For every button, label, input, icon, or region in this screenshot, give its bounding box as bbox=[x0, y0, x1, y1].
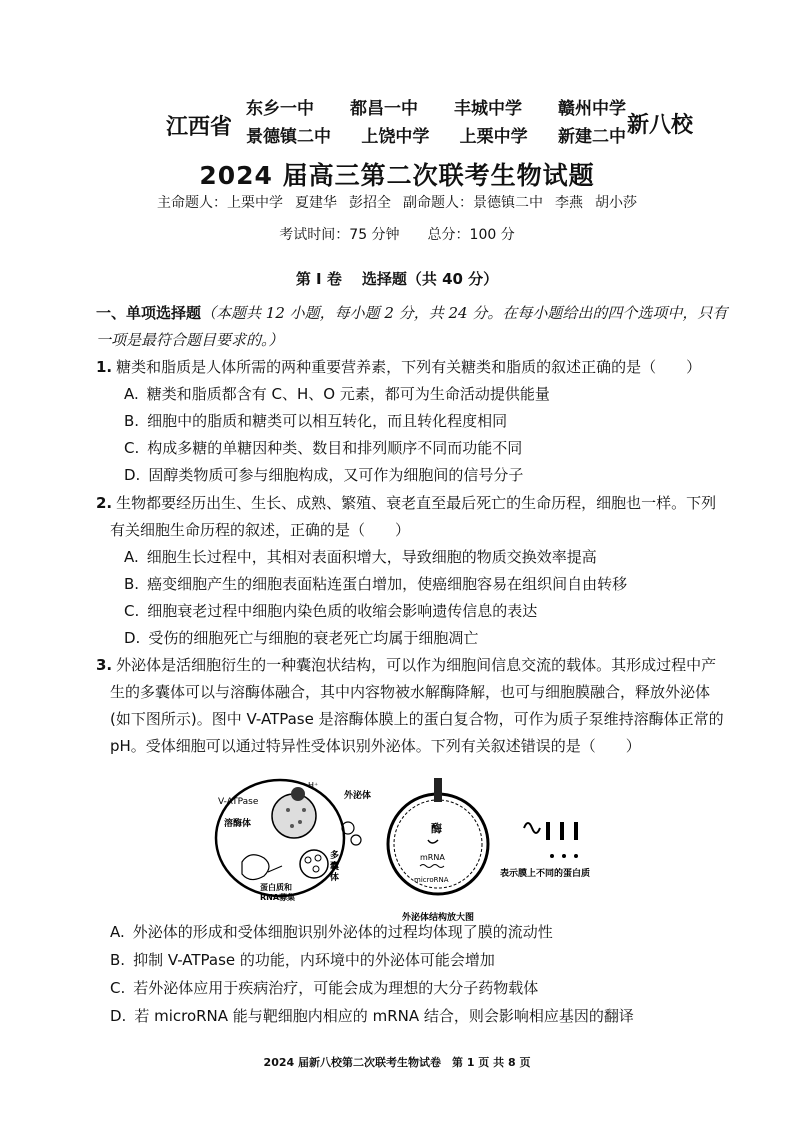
question-stem bbox=[96, 354, 768, 381]
option-text: 细胞衰老过程中细胞内染色质的收缩会影响遗传信息的表达 bbox=[147, 602, 538, 620]
label-microrna: microRNA bbox=[414, 876, 449, 884]
section-volume: 第 I 卷 bbox=[295, 270, 342, 288]
option-text: 固醇类物质可参与细胞构成，又可作为细胞间的信号分子 bbox=[148, 466, 524, 484]
chief-author-name: 彭招全 bbox=[349, 195, 391, 211]
option-letter: A. bbox=[110, 923, 125, 941]
caption-zoom: 外泌体结构放大图 bbox=[402, 913, 475, 923]
option-c bbox=[96, 598, 768, 625]
part-note: 一项是最符合题目要求的。） bbox=[96, 331, 284, 349]
label-vatpase: V-ATPase bbox=[218, 797, 259, 807]
option-b bbox=[96, 571, 768, 598]
caption-proteins: 表示膜上不同的蛋白质 bbox=[500, 869, 591, 879]
option-letter: A. bbox=[124, 385, 139, 403]
option-d bbox=[110, 1002, 770, 1030]
label-exosome: 外泌体 bbox=[344, 791, 372, 801]
exam-title: 2024 届高三第二次联考生物试题 bbox=[199, 161, 595, 190]
v-atpase-icon bbox=[291, 787, 305, 801]
membrane-protein bbox=[434, 778, 442, 802]
option-text: 细胞生长过程中，其相对表面积增大，导致细胞的物质交换效率提高 bbox=[146, 548, 597, 566]
option-text: 构成多糖的单糖因种类、数目和排列顺序不同而功能不同 bbox=[147, 439, 523, 457]
stem-line: 有关细胞生命历程的叙述，正确的是（ ） bbox=[110, 521, 411, 539]
question-2 bbox=[96, 490, 768, 652]
school-name: 赣州中学 bbox=[558, 98, 626, 119]
question-number: 1. bbox=[96, 358, 113, 376]
option-letter: C. bbox=[110, 979, 126, 997]
part-heading: 一、单项选择题 bbox=[96, 304, 202, 322]
label-mrna: mRNA bbox=[420, 853, 445, 862]
option-c bbox=[110, 974, 770, 1002]
option-letter: D. bbox=[124, 466, 141, 484]
page-footer: 2024 届新八校第二次联考生物试卷 第 1 页 共 8 页 bbox=[263, 1056, 531, 1069]
exam-info bbox=[0, 224, 794, 244]
label-cargo-2: RNA募集 bbox=[260, 893, 296, 902]
province-label: 江西省 bbox=[166, 115, 233, 140]
question-stem bbox=[96, 490, 768, 517]
option-letter: D. bbox=[124, 629, 141, 647]
stem-line: 生物都要经历出生、生长、成熟、繁殖、衰老直至最后死亡的生命历程，细胞也一样。下列 bbox=[116, 494, 717, 512]
exosome-diagram bbox=[212, 770, 632, 926]
chief-author-label: 主命题人：上栗中学 bbox=[157, 195, 283, 211]
option-text: 癌变细胞产生的细胞表面粘连蛋白增加，使癌细胞容易在组织间自由转移 bbox=[147, 575, 628, 593]
option-text: 若外泌体应用于疾病治疗，可能会成为理想的大分子药物载体 bbox=[133, 979, 539, 997]
school-name: 东乡一中 bbox=[246, 98, 314, 119]
label-mvb-1: 多 bbox=[330, 851, 340, 861]
authors-line bbox=[0, 192, 794, 212]
option-c bbox=[96, 435, 768, 462]
school-name: 都昌一中 bbox=[350, 98, 418, 119]
label-enzyme: 酶 bbox=[431, 822, 442, 835]
school-name: 上饶中学 bbox=[361, 126, 430, 147]
option-text: 细胞中的脂质和糖类可以相互转化，而且转化程度相同 bbox=[147, 412, 508, 430]
option-text: 外泌体的形成和受体细胞识别外泌体的过程均体现了膜的流动性 bbox=[132, 923, 553, 941]
exam-time: 考试时间：75 分钟 bbox=[279, 227, 400, 243]
option-d bbox=[96, 625, 768, 652]
label-lysosome: 溶酶体 bbox=[224, 819, 252, 829]
option-letter: C. bbox=[124, 602, 140, 620]
label-mvb-3: 体 bbox=[330, 873, 340, 883]
option-letter: B. bbox=[124, 412, 140, 430]
option-letter: B. bbox=[124, 575, 140, 593]
school-name: 景德镇二中 bbox=[246, 126, 331, 147]
alliance-label: 新八校 bbox=[627, 113, 694, 138]
option-a bbox=[110, 918, 770, 946]
option-a bbox=[96, 544, 768, 571]
option-letter: B. bbox=[110, 951, 126, 969]
option-text: 若 microRNA 能与靶细胞内相应的 mRNA 结合，则会影响相应基因的翻译 bbox=[134, 1007, 634, 1025]
label-cargo-1: 蛋白质和 bbox=[260, 883, 292, 892]
deputy-author-label: 副命题人：景德镇二中 bbox=[403, 195, 543, 211]
option-letter: D. bbox=[110, 1007, 127, 1025]
school-row-2 bbox=[246, 120, 626, 148]
option-letter: A. bbox=[124, 548, 139, 566]
question-3 bbox=[96, 652, 768, 760]
lysosome bbox=[272, 794, 316, 838]
deputy-author-name: 李燕 bbox=[555, 195, 583, 211]
option-text: 受伤的细胞死亡与细胞的衰老死亡均属于细胞凋亡 bbox=[148, 629, 479, 647]
multivesicular-body bbox=[300, 850, 328, 878]
exam-score: 总分：100 分 bbox=[427, 227, 515, 243]
school-list bbox=[246, 92, 626, 148]
label-h: H⁺ bbox=[308, 781, 319, 790]
header bbox=[0, 88, 794, 152]
question-1 bbox=[96, 354, 768, 489]
stem-line: 糖类和脂质是人体所需的两种重要营养素，下列有关糖类和脂质的叙述正确的是（ ） bbox=[116, 358, 702, 376]
deputy-author-name: 胡小莎 bbox=[595, 195, 637, 211]
option-letter: C. bbox=[124, 439, 140, 457]
question-number: 2. bbox=[96, 494, 113, 512]
part-note: （本题共 12 小题，每小题 2 分，共 24 分。在每小题给出的四个选项中，只有 bbox=[201, 304, 728, 322]
option-a bbox=[96, 381, 768, 408]
section-name: 选择题（共 40 分） bbox=[361, 270, 499, 288]
part-one-instructions bbox=[96, 300, 766, 354]
school-name: 丰城中学 bbox=[454, 98, 522, 119]
school-row-1 bbox=[246, 92, 626, 120]
option-d bbox=[96, 462, 768, 489]
school-name: 上栗中学 bbox=[459, 126, 528, 147]
option-b bbox=[110, 946, 770, 974]
stem-line: pH。受体细胞可以通过特异性受体识别外泌体。下列有关叙述错误的是（ ） bbox=[110, 737, 641, 755]
section-heading bbox=[0, 268, 794, 289]
question-number: 3. bbox=[96, 656, 113, 674]
label-mvb-2: 囊 bbox=[330, 862, 340, 872]
stem-line: 生的多囊体可以与溶酶体融合，其中内容物被水解酶降解，也可与细胞膜融合，释放外泌体 bbox=[110, 683, 711, 701]
option-text: 抑制 V-ATPase 的功能，内环境中的外泌体可能会增加 bbox=[133, 951, 495, 969]
school-name: 新建二中 bbox=[557, 126, 626, 147]
option-text: 糖类和脂质都含有 C、H、O 元素，都可为生命活动提供能量 bbox=[146, 385, 550, 403]
question-3-options bbox=[110, 918, 770, 1030]
chief-author-name: 夏建华 bbox=[295, 195, 337, 211]
option-b bbox=[96, 408, 768, 435]
stem-line: 外泌体是活细胞衍生的一种囊泡状结构，可以作为细胞间信息交流的载体。其形成过程中产 bbox=[116, 656, 717, 674]
question-stem bbox=[96, 652, 768, 679]
stem-line: (如下图所示)。图中 V-ATPase 是溶酶体膜上的蛋白复合物，可作为质子泵维持溶酶体正常的 bbox=[110, 710, 724, 728]
